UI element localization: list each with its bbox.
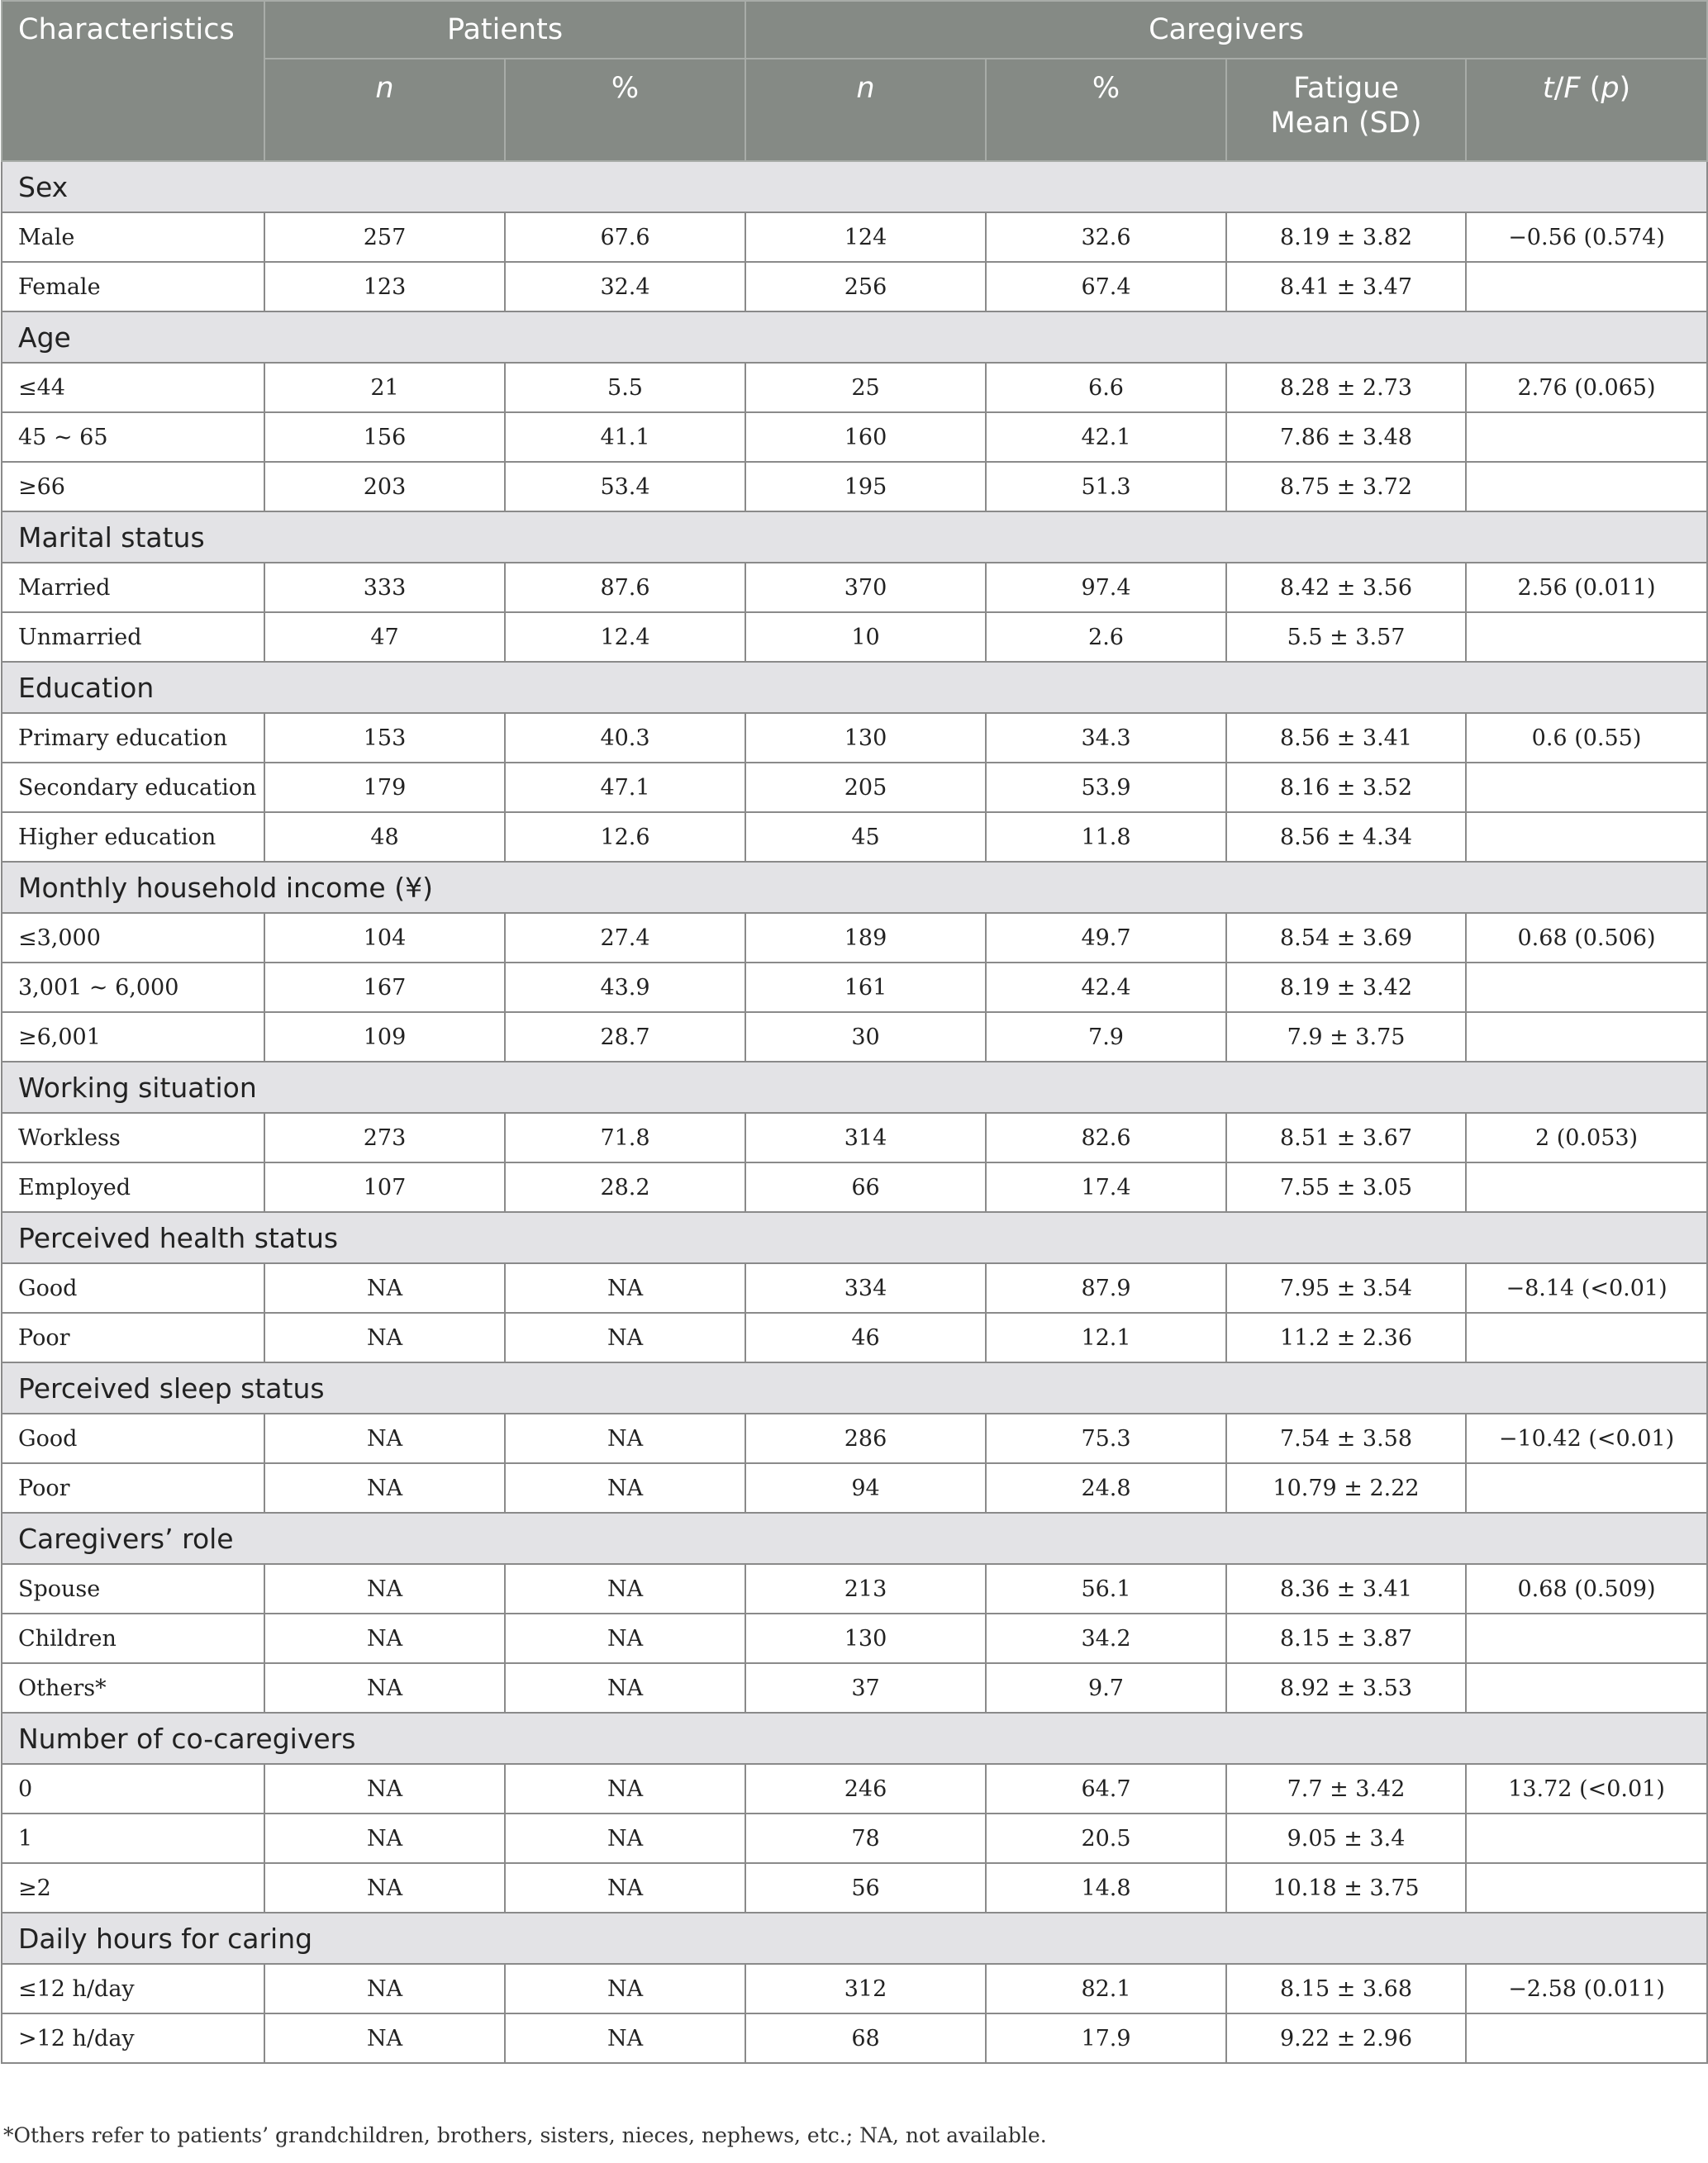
cell-fatigue-mean-sd: 8.15 ± 3.68 (1226, 1964, 1466, 2013)
cell-caregivers-n: 161 (745, 963, 986, 1012)
group-title: Marital status (2, 511, 1707, 563)
header-fatigue-mean-sd (1226, 59, 1466, 161)
cell-characteristic: 0 (2, 1764, 264, 1814)
cell-fatigue-mean-sd: 8.28 ± 2.73 (1226, 363, 1466, 412)
cell-patients-n: 47 (264, 612, 505, 662)
cell-test-statistic (1466, 262, 1707, 311)
cell-patients-percent: 47.1 (505, 763, 745, 812)
cell-patients-n: 257 (264, 212, 505, 262)
cell-caregivers-n: 25 (745, 363, 986, 412)
cell-caregivers-n: 124 (745, 212, 986, 262)
cell-caregivers-n: 213 (745, 1564, 986, 1614)
cell-characteristic: Spouse (2, 1564, 264, 1614)
cell-patients-percent: 53.4 (505, 462, 745, 511)
cell-test-statistic: 0.68 (0.506) (1466, 913, 1707, 963)
cell-patients-n: NA (264, 1863, 505, 1913)
cell-patients-percent: 71.8 (505, 1113, 745, 1162)
cell-caregivers-percent: 64.7 (986, 1764, 1226, 1814)
header-test-p: p (1601, 72, 1620, 105)
table-row (2, 1012, 1707, 1062)
cell-fatigue-mean-sd: 7.86 ± 3.48 (1226, 412, 1466, 462)
cell-caregivers-percent: 34.2 (986, 1614, 1226, 1663)
cell-caregivers-percent: 20.5 (986, 1814, 1226, 1863)
cell-characteristic: Good (2, 1263, 264, 1313)
table-row (2, 1764, 1707, 1814)
cell-fatigue-mean-sd: 7.9 ± 3.75 (1226, 1012, 1466, 1062)
cell-patients-percent: NA (505, 1564, 745, 1614)
cell-fatigue-mean-sd: 5.5 ± 3.57 (1226, 612, 1466, 662)
cell-patients-n: NA (264, 1814, 505, 1863)
cell-fatigue-mean-sd: 8.75 ± 3.72 (1226, 462, 1466, 511)
group-title: Perceived sleep status (2, 1362, 1707, 1414)
group-header-row (2, 1713, 1707, 1764)
cell-caregivers-n: 160 (745, 412, 986, 462)
cell-caregivers-n: 256 (745, 262, 986, 311)
cell-caregivers-n: 94 (745, 1463, 986, 1513)
cell-caregivers-percent: 32.6 (986, 212, 1226, 262)
cell-patients-percent: NA (505, 1414, 745, 1463)
cell-test-statistic: 2.56 (0.011) (1466, 563, 1707, 612)
cell-patients-n: NA (264, 1614, 505, 1663)
header-caregivers: Caregivers (745, 1, 1707, 59)
cell-patients-n: NA (264, 2013, 505, 2063)
table-row (2, 462, 1707, 511)
cell-test-statistic: −0.56 (0.574) (1466, 212, 1707, 262)
table-row (2, 1614, 1707, 1663)
cell-patients-percent: NA (505, 1814, 745, 1863)
cell-patients-percent: NA (505, 1663, 745, 1713)
group-title: Perceived health status (2, 1212, 1707, 1263)
table-row (2, 763, 1707, 812)
cell-caregivers-n: 56 (745, 1863, 986, 1913)
table-row (2, 363, 1707, 412)
cell-patients-n: 21 (264, 363, 505, 412)
cell-characteristic: ≤3,000 (2, 913, 264, 963)
table-row (2, 1463, 1707, 1513)
cell-fatigue-mean-sd: 8.56 ± 3.41 (1226, 713, 1466, 763)
cell-test-statistic: −8.14 (<0.01) (1466, 1263, 1707, 1313)
cell-patients-n: 156 (264, 412, 505, 462)
cell-characteristic: ≥66 (2, 462, 264, 511)
cell-characteristic: Poor (2, 1463, 264, 1513)
cell-test-statistic (1466, 1162, 1707, 1212)
cell-caregivers-percent: 12.1 (986, 1313, 1226, 1362)
cell-test-statistic (1466, 1614, 1707, 1663)
cell-characteristic: ≥6,001 (2, 1012, 264, 1062)
cell-caregivers-percent: 42.4 (986, 963, 1226, 1012)
table-body (2, 161, 1707, 2063)
group-header-row (2, 1513, 1707, 1564)
cell-caregivers-percent: 2.6 (986, 612, 1226, 662)
cell-patients-n: NA (264, 1313, 505, 1362)
group-title: Age (2, 311, 1707, 363)
cell-caregivers-percent: 51.3 (986, 462, 1226, 511)
cell-caregivers-percent: 42.1 (986, 412, 1226, 462)
cell-patients-percent: NA (505, 1463, 745, 1513)
cell-characteristic: Children (2, 1614, 264, 1663)
cell-patients-n: NA (264, 1263, 505, 1313)
cell-caregivers-n: 286 (745, 1414, 986, 1463)
header-characteristics: Characteristics (2, 1, 264, 161)
group-header-row (2, 1362, 1707, 1414)
table-row (2, 1814, 1707, 1863)
cell-caregivers-percent: 11.8 (986, 812, 1226, 862)
cell-fatigue-mean-sd: 7.95 ± 3.54 (1226, 1263, 1466, 1313)
table-row (2, 713, 1707, 763)
cell-caregivers-percent: 6.6 (986, 363, 1226, 412)
cell-patients-percent: 67.6 (505, 212, 745, 262)
cell-fatigue-mean-sd: 8.56 ± 4.34 (1226, 812, 1466, 862)
cell-patients-percent: 28.2 (505, 1162, 745, 1212)
cell-characteristic: Good (2, 1414, 264, 1463)
cell-fatigue-mean-sd: 8.19 ± 3.42 (1226, 963, 1466, 1012)
cell-test-statistic (1466, 1663, 1707, 1713)
cell-patients-percent: NA (505, 1863, 745, 1913)
table-row (2, 212, 1707, 262)
cell-test-statistic (1466, 462, 1707, 511)
group-header-row (2, 511, 1707, 563)
cell-fatigue-mean-sd: 11.2 ± 2.36 (1226, 1313, 1466, 1362)
cell-fatigue-mean-sd: 10.18 ± 3.75 (1226, 1863, 1466, 1913)
group-header-row (2, 1062, 1707, 1113)
cell-test-statistic (1466, 2013, 1707, 2063)
table-row (2, 563, 1707, 612)
cell-test-statistic: 2 (0.053) (1466, 1113, 1707, 1162)
cell-caregivers-n: 246 (745, 1764, 986, 1814)
cell-caregivers-percent: 75.3 (986, 1414, 1226, 1463)
cell-patients-percent: NA (505, 1964, 745, 2013)
cell-fatigue-mean-sd: 8.54 ± 3.69 (1226, 913, 1466, 963)
group-title: Caregivers’ role (2, 1513, 1707, 1564)
header-test-p-close: ) (1619, 72, 1631, 105)
cell-caregivers-percent: 67.4 (986, 262, 1226, 311)
cell-fatigue-mean-sd: 8.15 ± 3.87 (1226, 1614, 1466, 1663)
cell-test-statistic (1466, 412, 1707, 462)
cell-characteristic: 45 ~ 65 (2, 412, 264, 462)
cell-test-statistic (1466, 1863, 1707, 1913)
cell-patients-percent: NA (505, 2013, 745, 2063)
cell-characteristic: ≥2 (2, 1863, 264, 1913)
group-header-row (2, 662, 1707, 713)
cell-caregivers-percent: 53.9 (986, 763, 1226, 812)
cell-characteristic: Unmarried (2, 612, 264, 662)
header-test-slash: / (1553, 72, 1564, 105)
header-test-p-open: ( (1580, 72, 1601, 105)
group-title: Daily hours for caring (2, 1913, 1707, 1964)
cell-patients-percent: 41.1 (505, 412, 745, 462)
cell-caregivers-percent: 97.4 (986, 563, 1226, 612)
cell-caregivers-percent: 82.1 (986, 1964, 1226, 2013)
characteristics-table (1, 0, 1708, 2064)
table-row (2, 1113, 1707, 1162)
cell-caregivers-percent: 9.7 (986, 1663, 1226, 1713)
cell-patients-n: 107 (264, 1162, 505, 1212)
cell-fatigue-mean-sd: 7.7 ± 3.42 (1226, 1764, 1466, 1814)
cell-fatigue-mean-sd: 8.36 ± 3.41 (1226, 1564, 1466, 1614)
cell-caregivers-n: 78 (745, 1814, 986, 1863)
cell-patients-n: 273 (264, 1113, 505, 1162)
group-header-row (2, 1913, 1707, 1964)
cell-fatigue-mean-sd: 8.92 ± 3.53 (1226, 1663, 1466, 1713)
cell-caregivers-n: 370 (745, 563, 986, 612)
table-footnote: *Others refer to patients’ grandchildren, brothers, sisters, nieces, nephews, etc.; NA, not available. (3, 2123, 1047, 2147)
cell-characteristic: ≤12 h/day (2, 1964, 264, 2013)
cell-test-statistic (1466, 963, 1707, 1012)
cell-fatigue-mean-sd: 10.79 ± 2.22 (1226, 1463, 1466, 1513)
cell-patients-percent: 28.7 (505, 1012, 745, 1062)
cell-test-statistic: −2.58 (0.011) (1466, 1964, 1707, 2013)
cell-patients-percent: 43.9 (505, 963, 745, 1012)
cell-caregivers-percent: 17.4 (986, 1162, 1226, 1212)
cell-characteristic: 1 (2, 1814, 264, 1863)
cell-characteristic: Male (2, 212, 264, 262)
table-row (2, 1663, 1707, 1713)
table-row (2, 412, 1707, 462)
table-row (2, 262, 1707, 311)
cell-characteristic: Female (2, 262, 264, 311)
cell-patients-n: 333 (264, 563, 505, 612)
header-patients: Patients (264, 1, 745, 59)
cell-caregivers-percent: 87.9 (986, 1263, 1226, 1313)
cell-patients-percent: 87.6 (505, 563, 745, 612)
table-header (2, 1, 1707, 161)
cell-characteristic: 3,001 ~ 6,000 (2, 963, 264, 1012)
cell-patients-n: 203 (264, 462, 505, 511)
cell-fatigue-mean-sd: 7.55 ± 3.05 (1226, 1162, 1466, 1212)
cell-test-statistic: 0.6 (0.55) (1466, 713, 1707, 763)
cell-caregivers-n: 130 (745, 713, 986, 763)
header-patients-n: n (264, 59, 505, 161)
cell-caregivers-percent: 82.6 (986, 1113, 1226, 1162)
header-row-1 (2, 1, 1707, 59)
cell-caregivers-n: 205 (745, 763, 986, 812)
cell-test-statistic (1466, 612, 1707, 662)
cell-caregivers-n: 312 (745, 1964, 986, 2013)
cell-patients-percent: NA (505, 1614, 745, 1663)
cell-patients-percent: 32.4 (505, 262, 745, 311)
table-row (2, 1564, 1707, 1614)
cell-patients-n: NA (264, 1463, 505, 1513)
cell-characteristic: Higher education (2, 812, 264, 862)
cell-characteristic: >12 h/day (2, 2013, 264, 2063)
cell-patients-percent: 12.4 (505, 612, 745, 662)
cell-patients-percent: 40.3 (505, 713, 745, 763)
header-caregivers-n: n (745, 59, 986, 161)
cell-test-statistic: −10.42 (<0.01) (1466, 1414, 1707, 1463)
group-header-row (2, 161, 1707, 212)
cell-characteristic: Poor (2, 1313, 264, 1362)
cell-characteristic: Married (2, 563, 264, 612)
group-title: Number of co-caregivers (2, 1713, 1707, 1764)
cell-characteristic: Primary education (2, 713, 264, 763)
cell-caregivers-n: 10 (745, 612, 986, 662)
table-row (2, 2013, 1707, 2063)
header-caregivers-percent: % (986, 59, 1226, 161)
cell-patients-n: NA (264, 1414, 505, 1463)
cell-caregivers-n: 130 (745, 1614, 986, 1663)
cell-caregivers-percent: 56.1 (986, 1564, 1226, 1614)
cell-test-statistic: 13.72 (<0.01) (1466, 1764, 1707, 1814)
cell-patients-n: NA (264, 1564, 505, 1614)
group-title: Working situation (2, 1062, 1707, 1113)
cell-caregivers-n: 45 (745, 812, 986, 862)
cell-test-statistic: 0.68 (0.509) (1466, 1564, 1707, 1614)
table-row (2, 1263, 1707, 1313)
cell-test-statistic (1466, 1313, 1707, 1362)
header-test-statistic (1466, 59, 1707, 161)
cell-fatigue-mean-sd: 8.42 ± 3.56 (1226, 563, 1466, 612)
cell-characteristic: Employed (2, 1162, 264, 1212)
cell-fatigue-mean-sd: 9.05 ± 3.4 (1226, 1814, 1466, 1863)
group-title: Monthly household income (¥) (2, 862, 1707, 913)
cell-patients-n: 167 (264, 963, 505, 1012)
cell-patients-n: NA (264, 1764, 505, 1814)
cell-patients-n: 109 (264, 1012, 505, 1062)
cell-patients-n: NA (264, 1964, 505, 2013)
cell-caregivers-n: 68 (745, 2013, 986, 2063)
cell-caregivers-n: 334 (745, 1263, 986, 1313)
group-header-row (2, 1212, 1707, 1263)
cell-characteristic: Workless (2, 1113, 264, 1162)
cell-caregivers-n: 189 (745, 913, 986, 963)
cell-patients-percent: NA (505, 1313, 745, 1362)
cell-patients-n: 104 (264, 913, 505, 963)
cell-patients-percent: 12.6 (505, 812, 745, 862)
cell-fatigue-mean-sd: 8.51 ± 3.67 (1226, 1113, 1466, 1162)
cell-fatigue-mean-sd: 8.41 ± 3.47 (1226, 262, 1466, 311)
cell-fatigue-mean-sd: 9.22 ± 2.96 (1226, 2013, 1466, 2063)
header-patients-percent: % (505, 59, 745, 161)
cell-patients-percent: 5.5 (505, 363, 745, 412)
cell-characteristic: Secondary education (2, 763, 264, 812)
cell-patients-percent: NA (505, 1263, 745, 1313)
cell-patients-percent: 27.4 (505, 913, 745, 963)
cell-test-statistic (1466, 763, 1707, 812)
cell-characteristic: Others* (2, 1663, 264, 1713)
cell-caregivers-n: 66 (745, 1162, 986, 1212)
cell-fatigue-mean-sd: 7.54 ± 3.58 (1226, 1414, 1466, 1463)
cell-characteristic: ≤44 (2, 363, 264, 412)
table-row (2, 1414, 1707, 1463)
group-header-row (2, 311, 1707, 363)
cell-caregivers-n: 195 (745, 462, 986, 511)
group-title: Education (2, 662, 1707, 713)
cell-test-statistic (1466, 1463, 1707, 1513)
cell-test-statistic (1466, 1012, 1707, 1062)
cell-fatigue-mean-sd: 8.16 ± 3.52 (1226, 763, 1466, 812)
cell-caregivers-percent: 14.8 (986, 1863, 1226, 1913)
cell-caregivers-percent: 7.9 (986, 1012, 1226, 1062)
header-fatigue-text: Fatigue Mean (SD) (1270, 72, 1422, 140)
cell-caregivers-n: 37 (745, 1663, 986, 1713)
cell-patients-percent: NA (505, 1764, 745, 1814)
group-title: Sex (2, 161, 1707, 212)
cell-patients-n: 179 (264, 763, 505, 812)
table-row (2, 612, 1707, 662)
cell-caregivers-n: 30 (745, 1012, 986, 1062)
cell-test-statistic (1466, 1814, 1707, 1863)
cell-patients-n: 123 (264, 262, 505, 311)
cell-caregivers-percent: 17.9 (986, 2013, 1226, 2063)
table-row (2, 913, 1707, 963)
cell-test-statistic (1466, 812, 1707, 862)
table-row (2, 963, 1707, 1012)
cell-caregivers-n: 314 (745, 1113, 986, 1162)
table-row (2, 1863, 1707, 1913)
table-row (2, 1313, 1707, 1362)
header-test-f: F (1563, 72, 1581, 105)
table-row (2, 1162, 1707, 1212)
cell-caregivers-percent: 34.3 (986, 713, 1226, 763)
cell-patients-n: 48 (264, 812, 505, 862)
table-row (2, 812, 1707, 862)
cell-patients-n: NA (264, 1663, 505, 1713)
cell-caregivers-n: 46 (745, 1313, 986, 1362)
cell-test-statistic: 2.76 (0.065) (1466, 363, 1707, 412)
header-test-t: t (1542, 72, 1554, 105)
table-row (2, 1964, 1707, 2013)
group-header-row (2, 862, 1707, 913)
cell-fatigue-mean-sd: 8.19 ± 3.82 (1226, 212, 1466, 262)
cell-caregivers-percent: 49.7 (986, 913, 1226, 963)
cell-caregivers-percent: 24.8 (986, 1463, 1226, 1513)
cell-patients-n: 153 (264, 713, 505, 763)
